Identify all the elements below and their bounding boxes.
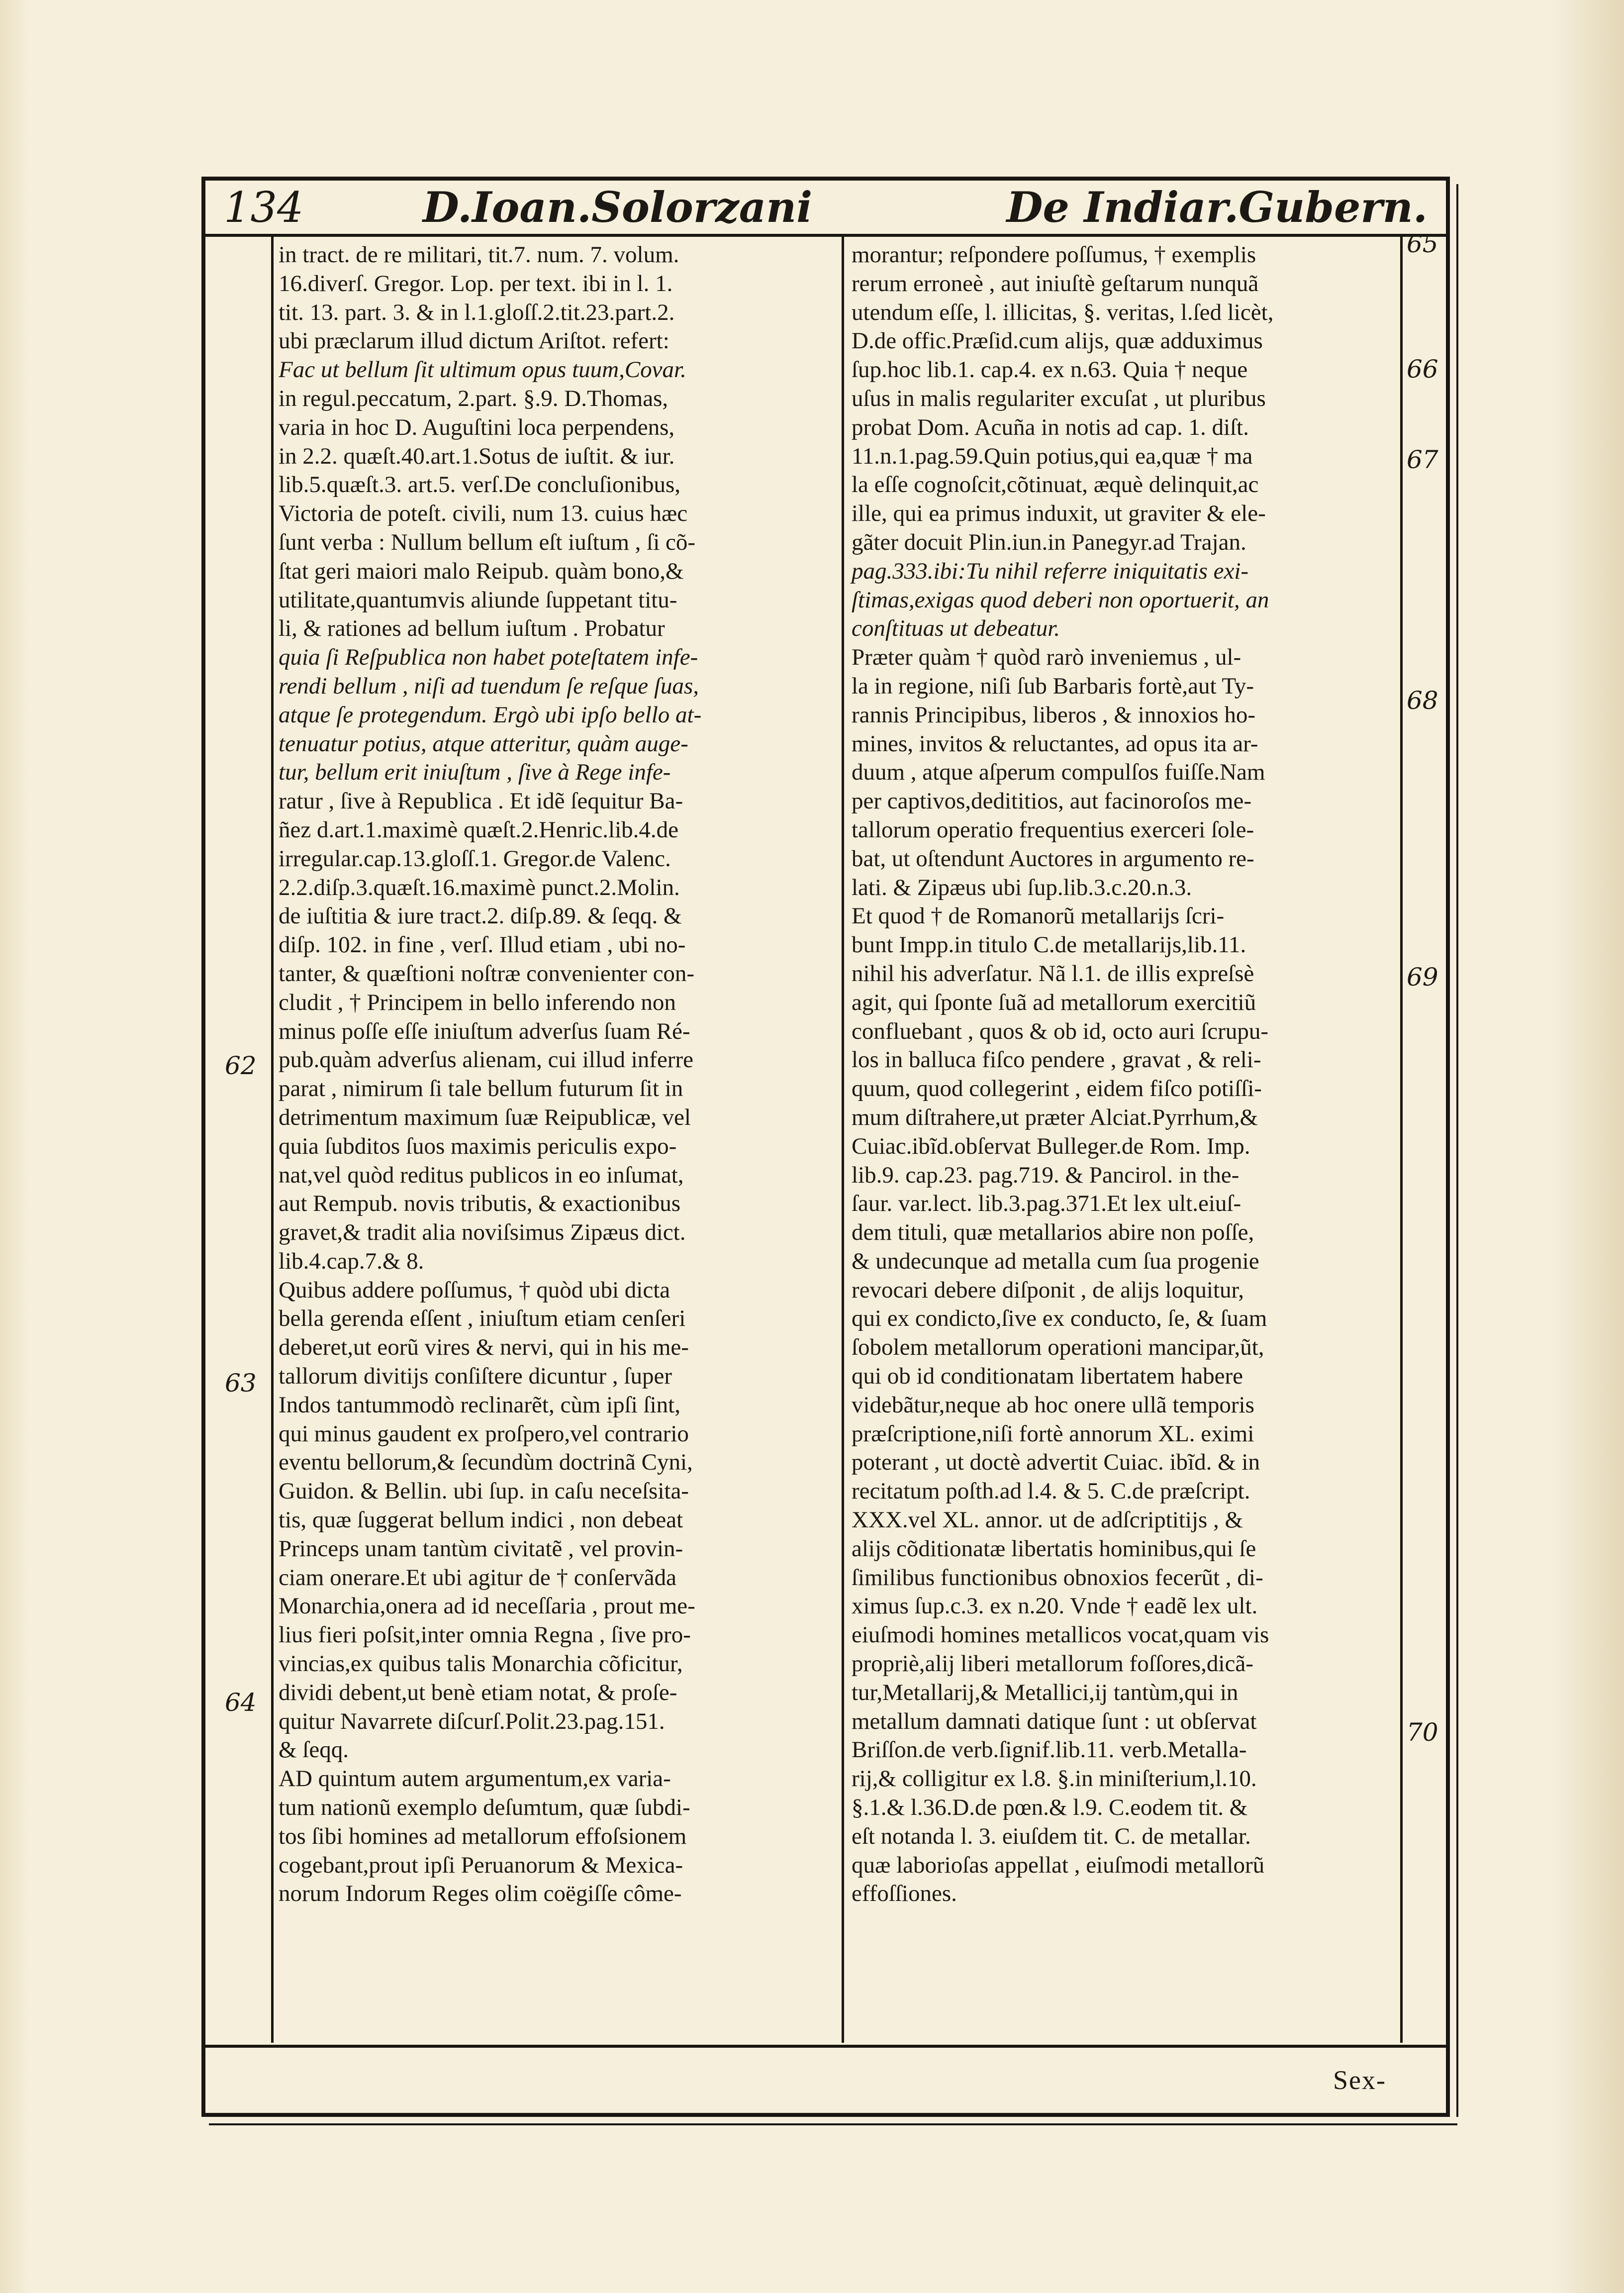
- text-line: Briſſon.de verb.ſignif.lib.11. verb.Metalla-: [852, 1737, 1247, 1763]
- text-line: nihil his adverſatur. Nã l.1. de illis expreſsè: [852, 960, 1254, 987]
- text-line: in regul.peccatum, 2.part. §.9. D.Thomas,: [279, 385, 669, 411]
- text-line: varia in hoc D. Auguſtini loca perpendens,: [279, 414, 675, 440]
- text-line: ſimilibus functionibus obnoxios fecerũt , di-: [852, 1564, 1263, 1591]
- text-line: eventu bellorum,& ſecundùm doctrinã Cyni,: [279, 1449, 693, 1476]
- text-line: ciam onerare.Et ubi agitur de † conſervãda: [279, 1564, 676, 1591]
- text-line: præſcriptione,niſi fortè annorum XL. eximi: [852, 1420, 1254, 1447]
- text-line: lati. & Zipæus ubi ſup.lib.3.c.20.n.3.: [852, 874, 1192, 900]
- margin-note-number: 67: [1407, 445, 1438, 474]
- text-line: qui minus gaudent ex proſpero,vel contrario: [279, 1420, 689, 1447]
- text-line: diſp. 102. in fine , verſ. Illud etiam , ubi no-: [279, 932, 686, 958]
- text-line: la in regione, niſi ſub Barbaris fortè,aut Ty-: [852, 673, 1254, 699]
- running-author: D.Ioan.Solorzani: [423, 183, 813, 232]
- text-line: 11.n.1.pag.59.Quin potius,qui ea,quæ † ma: [852, 443, 1253, 469]
- text-line: detrimentum maximum ſuæ Reipublicæ, vel: [279, 1104, 691, 1130]
- text-line: metallum damnati datique ſunt : ut obſervat: [852, 1708, 1257, 1734]
- text-line: lib.9. cap.23. pag.719. & Pancirol. in the-: [852, 1162, 1240, 1188]
- text-line: conſtituas ut debeatur.: [852, 615, 1060, 642]
- text-line: ſobolem metallorum operationi mancipar,ũt,: [852, 1334, 1264, 1361]
- text-line: utilitate,quantumvis aliunde ſuppetant titu-: [279, 587, 677, 613]
- frame-shadow-bottom: [209, 2123, 1457, 2125]
- text-line: nat,vel quòd reditus publicos in eo inſumat,: [279, 1162, 684, 1188]
- text-line: ſtat geri maiori malo Reipub. quàm bono,&: [279, 558, 684, 584]
- text-line: quia ſi Reſpublica non habet poteſtatem infe-: [279, 644, 698, 671]
- text-line: tit. 13. part. 3. & in l.1.gloſſ.2.tit.23.part.2.: [279, 299, 675, 325]
- text-line: bat, ut oſtendunt Auctores in argumento re-: [852, 845, 1254, 872]
- text-line: duum , atque aſperum compulſos fuiſſe.Nam: [852, 759, 1265, 786]
- text-line: tum nationũ exemplo deſumtum, quæ ſubdi-: [279, 1795, 690, 1821]
- text-line: lius fieri poſsit,inter omnia Regna , ſive pro-: [279, 1622, 691, 1648]
- text-line: 2.2.diſp.3.quæſt.16.maximè punct.2.Molin.: [279, 874, 680, 900]
- text-line: ubi præclarum illud dictum Ariſtot. refert:: [279, 328, 669, 354]
- text-line: quum, quod collegerint , eidem fiſco potiſſi-: [852, 1076, 1262, 1102]
- text-line: quitur Navarrete diſcurſ.Polit.23.pag.151.: [279, 1708, 665, 1734]
- text-line: tanter, & quæſtioni noſtræ convenienter con-: [279, 960, 695, 987]
- frame-shadow-right: [1456, 184, 1458, 2117]
- text-line: parat , nimirum ſi tale bellum futurum ſit in: [279, 1076, 683, 1102]
- text-line: 16.diverſ. Gregor. Lop. per text. ibi in l. 1.: [279, 270, 673, 297]
- text-line: ratur , ſive à Republica . Et idẽ ſequitur Ba-: [279, 788, 683, 814]
- text-line: & ſeqq.: [279, 1737, 349, 1763]
- text-line: Cuiac.ibĩd.obſervat Bulleger.de Rom. Imp.: [852, 1133, 1250, 1159]
- text-line: ſaur. var.lect. lib.3.pag.371.Et lex ult.eiuſ-: [852, 1191, 1242, 1217]
- text-line: propriè,alij liberi metallorum foſſores,dicã-: [852, 1651, 1253, 1677]
- text-line: Et quod † de Romanorũ metallarijs ſcri-: [852, 903, 1225, 929]
- margin-note-number: 70: [1407, 1718, 1438, 1747]
- text-line: ſup.hoc lib.1. cap.4. ex n.63. Quia † neque: [852, 357, 1248, 383]
- text-line: ſtimas,exigas quod deberi non oportuerit, an: [852, 587, 1269, 613]
- text-line: AD quintum autem argumentum,ex varia-: [279, 1766, 671, 1792]
- margin-note-number: 65: [1407, 229, 1438, 258]
- text-line: qui ex condicto,ſive ex conducto, ſe, & ſuam: [852, 1305, 1267, 1332]
- text-line: norum Indorum Reges olim coëgiſſe côme-: [279, 1881, 682, 1907]
- text-line: Indos tantummodò reclinarẽt, cùm ipſi ſint,: [279, 1392, 680, 1418]
- margin-note-number: 68: [1407, 686, 1438, 715]
- text-line: ximus ſup.c.3. ex n.20. Vnde † eadẽ lex ult.: [852, 1593, 1258, 1619]
- text-line: rannis Principibus, liberos , & innoxios ho-: [852, 701, 1256, 728]
- text-line: qui ob id conditionatam libertatem habere: [852, 1363, 1243, 1390]
- text-line: ſunt verba : Nullum bellum eſt iuſtum , ſi cõ-: [279, 529, 696, 555]
- text-line: uſus in malis regulariter excuſat , ut pluribus: [852, 385, 1266, 411]
- running-title: De Indiar.Gubern.: [1006, 183, 1428, 232]
- text-line: irregular.cap.13.gloſſ.1. Gregor.de Valenc.: [279, 845, 671, 872]
- text-line: §.1.& l.36.D.de pœn.& l.9. C.eodem tit. &: [852, 1795, 1248, 1821]
- left-margin-rule: [271, 237, 274, 2043]
- margin-note-number: 62: [225, 1051, 257, 1080]
- text-line: agit, qui ſponte ſuã ad metallorum exercitiũ: [852, 989, 1256, 1015]
- text-line: rerum erroneè , aut iniuſtè geſtarum nunquã: [852, 270, 1259, 297]
- text-line: dividi debent,ut benè etiam notat, & proſe-: [279, 1679, 677, 1705]
- text-line: tenuatur potius, atque atteritur, quàm auge-: [279, 730, 688, 757]
- text-line: de iuſtitia & iure tract.2. diſp.89. & ſeqq. &: [279, 903, 682, 929]
- text-line: tallorum divitijs conſiſtere dicuntur , ſuper: [279, 1363, 672, 1390]
- left-text-column: [279, 241, 831, 1908]
- text-line: lib.4.cap.7.& 8.: [279, 1248, 424, 1274]
- column-divider: [842, 237, 844, 2043]
- text-line: videbãtur,neque ab hoc onere ullã temporis: [852, 1392, 1254, 1418]
- text-line: D.de offic.Præſid.cum alijs, quæ adduximus: [852, 328, 1263, 354]
- text-line: gravet,& tradit alia noviſsimus Zipæus dict.: [279, 1219, 686, 1246]
- footer-rule: [205, 2045, 1446, 2048]
- text-line: bunt Impp.in titulo C.de metallarijs,lib.11.: [852, 932, 1246, 958]
- text-line: aut Rempub. novis tributis, & exactionibus: [279, 1191, 681, 1217]
- text-line: morantur; reſpondere poſſumus, † exemplis: [852, 242, 1256, 268]
- text-line: dem tituli, quæ metallarios abire non poſſe,: [852, 1219, 1254, 1246]
- text-line: confluebant , quos & ob id, octo auri ſcrupu-: [852, 1018, 1268, 1044]
- text-line: los in balluca fiſco pendere , gravat , & reli-: [852, 1047, 1261, 1073]
- header-rule: [205, 234, 1446, 237]
- margin-note-number: 66: [1407, 355, 1438, 384]
- text-line: quia ſubditos ſuos maximis periculis expo-: [279, 1133, 677, 1159]
- text-line: tallorum operatio frequentius exerceri ſole-: [852, 816, 1254, 843]
- text-line: tos ſibi homines ad metallorum effoſsionem: [279, 1823, 687, 1849]
- text-line: & undecunque ad metalla cum ſua progenie: [852, 1248, 1259, 1274]
- catchword: Sex-: [1333, 2065, 1386, 2095]
- text-line: revocari debere diſponit , de alijs loquitur,: [852, 1277, 1244, 1303]
- text-line: deberet,ut eorũ vires & nervi, qui in his me-: [279, 1334, 689, 1361]
- text-line: lib.5.quæſt.3. art.5. verſ.De concluſionibus,: [279, 472, 681, 498]
- text-line: recitatum poſth.ad l.4. & 5. C.de præſcript.: [852, 1478, 1250, 1504]
- text-line: eiuſmodi homines metallicos vocat,quam vis: [852, 1622, 1269, 1648]
- text-line: mines, invitos & reluctantes, ad opus ita ar-: [852, 730, 1258, 757]
- text-line: vincias,ex quibus talis Monarchia cõficitur,: [279, 1651, 683, 1677]
- text-line: cludit , † Principem in bello inferendo non: [279, 989, 676, 1015]
- text-line: minus poſſe eſſe iniuſtum adverſus ſuam Ré-: [279, 1018, 690, 1044]
- text-line: rij,& colligitur ex l.8. §.in miniſterium,l.10.: [852, 1766, 1257, 1792]
- text-line: in tract. de re militari, tit.7. num. 7. volum.: [279, 242, 679, 268]
- margin-note-number: 63: [225, 1369, 257, 1397]
- text-line: Guidon. & Bellin. ubi ſup. in caſu neceſsita-: [279, 1478, 689, 1504]
- text-line: pag.333.ibi:Tu nihil referre iniquitatis exi-: [852, 558, 1249, 584]
- text-line: utendum eſſe, l. illicitas, §. veritas, l.ſed licèt,: [852, 299, 1274, 325]
- text-line: effoſſiones.: [852, 1881, 957, 1907]
- text-line: eſt notanda l. 3. eiuſdem tit. C. de metallar.: [852, 1823, 1251, 1849]
- text-line: Monarchia,onera ad id neceſſaria , prout me-: [279, 1593, 695, 1619]
- text-line: tis, quæ ſuggerat bellum indici , non debeat: [279, 1507, 683, 1533]
- text-line: Quibus addere poſſumus, † quòd ubi dicta: [279, 1277, 670, 1303]
- text-line: Victoria de poteſt. civili, num 13. cuius hæc: [279, 500, 688, 527]
- text-line: cogebant,prout ipſi Peruanorum & Mexica-: [279, 1852, 683, 1878]
- margin-note-number: 64: [225, 1688, 257, 1717]
- text-line: rendi bellum , niſi ad tuendum ſe reſque ſuas,: [279, 673, 699, 699]
- text-line: alijs cõditionatæ libertatis hominibus,qui ſe: [852, 1535, 1256, 1562]
- text-line: poterant , ut doctè advertit Cuiac. ibĩd. & in: [852, 1449, 1260, 1476]
- text-line: Fac ut bellum ſit ultimum opus tuum,Covar.: [279, 357, 686, 383]
- running-header: [214, 180, 1442, 235]
- text-line: bella gerenda eſſent , iniuſtum etiam cenſeri: [279, 1305, 686, 1332]
- page-number: 134: [224, 183, 304, 232]
- text-line: probat Dom. Acuña in notis ad cap. 1. diſt.: [852, 414, 1249, 440]
- text-line: gãter docuit Plin.iun.in Panegyr.ad Trajan.: [852, 529, 1246, 555]
- text-line: li, & rationes ad bellum iuſtum . Probatur: [279, 615, 665, 642]
- text-line: la eſſe cognoſcit,cõtinuat, æquè delinquit,ac: [852, 472, 1259, 498]
- text-line: tur,Metallarij,& Metallici,ij tantùm,qui in: [852, 1679, 1239, 1705]
- text-line: ñez d.art.1.maximè quæſt.2.Henric.lib.4.de: [279, 816, 679, 843]
- text-line: in 2.2. quæſt.40.art.1.Sotus de iuſtit. & iur.: [279, 443, 675, 469]
- margin-note-number: 69: [1407, 963, 1438, 992]
- text-line: pub.quàm adverſus alienam, cui illud inferre: [279, 1047, 693, 1073]
- text-line: mum diſtrahere,ut præter Alciat.Pyrrhum,&: [852, 1104, 1258, 1130]
- text-line: per captivos,dedititios, aut facinoroſos me-: [852, 788, 1252, 814]
- right-text-column: [852, 241, 1394, 1908]
- right-margin-rule: [1400, 237, 1403, 2043]
- text-line: Princeps unam tantùm civitatẽ , vel provin-: [279, 1535, 683, 1562]
- text-line: tur, bellum erit iniuſtum , ſive à Rege infe-: [279, 759, 671, 786]
- text-line: ille, qui ea primus induxit, ut graviter & ele-: [852, 500, 1266, 527]
- text-line: XXX.vel XL. annor. ut de adſcriptitijs , &: [852, 1507, 1243, 1533]
- text-line: Præter quàm † quòd rarò inveniemus , ul-: [852, 644, 1242, 671]
- text-line: quæ laborioſas appellat , eiuſmodi metallorũ: [852, 1852, 1265, 1878]
- text-line: atque ſe protegendum. Ergò ubi ipſo bello at-: [279, 701, 702, 728]
